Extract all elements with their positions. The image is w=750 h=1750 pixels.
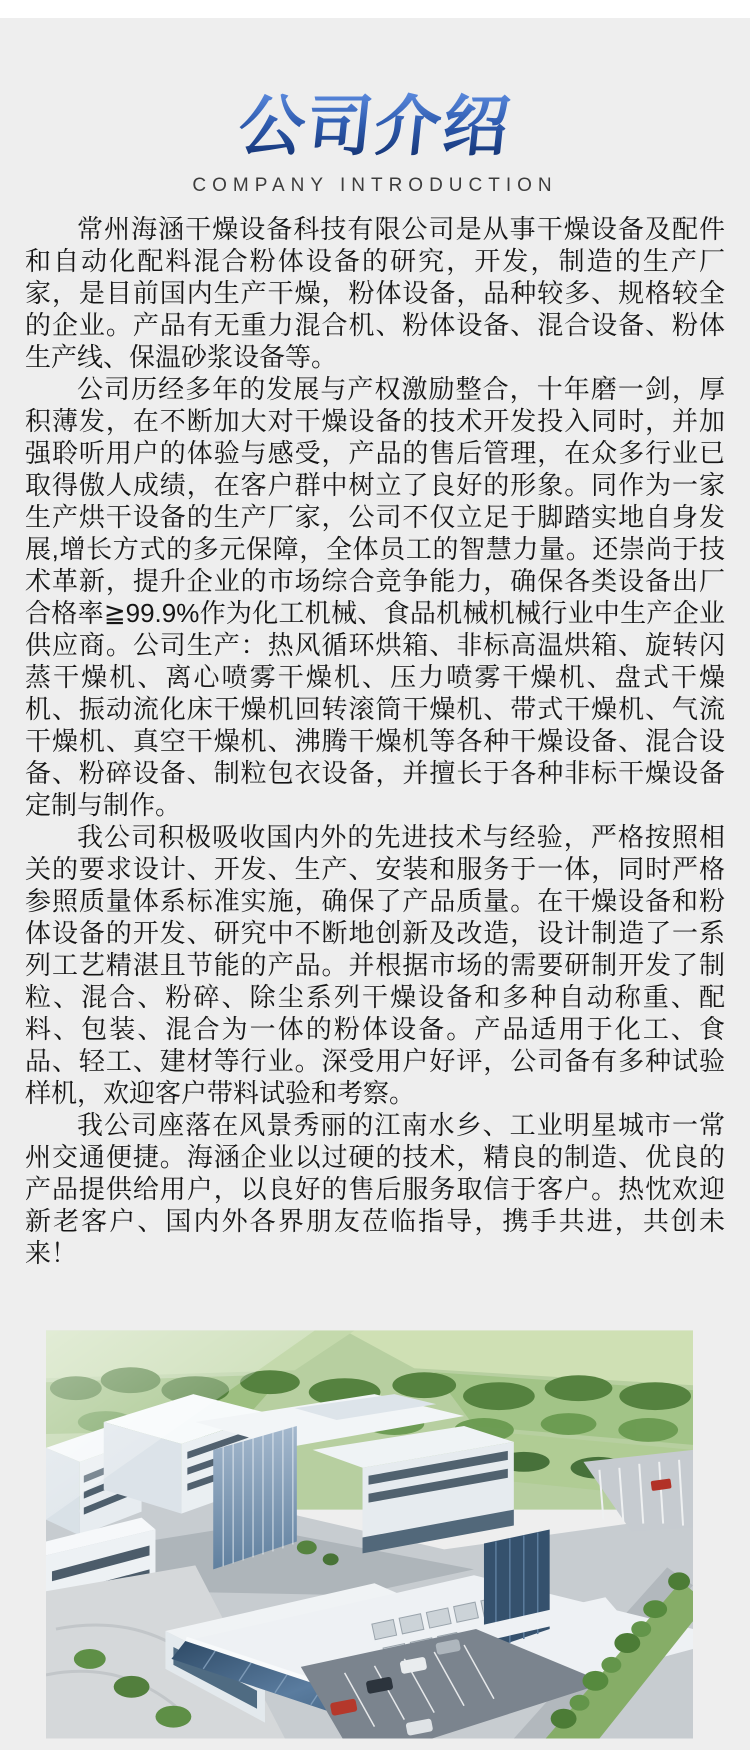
factory-aerial-photo: [46, 1329, 693, 1740]
introduction-body: [0, 213, 750, 1269]
intro-paragraph-1: 常州海涵干燥设备科技有限公司是从事干燥设备及配件和自动化配料混合粉体设备的研究，开发，制造的生产厂家，是目前国内生产干燥，粉体设备，品种较多、规格较全的企业。产品有无重力混合机、粉体设备、混合设备、粉体生产线、保温砂浆设备等。: [25, 214, 725, 373]
intro-paragraph-3: 我公司积极吸收国内外的先进技术与经验，严格按照相关的要求设计、开发、生产、安装和服务于一体，同时严格参照质量体系标准实施，确保了产品质量。在干燥设备和粉体设备的开发、研究中不断地创新及改造，设计制造了一系列工艺精湛且节能的产品。并根据市场的需要研制开发了制粒、混合、粉碎、除尘系列干燥设备和多种自动称重、配料、包装、混合为一体的粉体设备。产品适用于化工、食品、轻工、建材等行业。深受用户好评，公司备有多种试验样机，欢迎客户带料试验和考察。: [25, 822, 725, 1109]
page-title-text: 公司介绍: [235, 89, 515, 163]
intro-paragraph-2: 公司历经多年的发展与产权激励整合，十年磨一剑，厚积薄发，在不断加大对干燥设备的技术开发投入同时，并加强聆听用户的体验与感受，产品的售后管理，在众多行业已取得傲人成绩，在客户群中树立了良好的形象。同作为一家生产烘干设备的生产厂家，公司不仅立足于脚踏实地自身发展,增长方式的多元保障，全体员工的智慧力量。还崇尚于技术革新，提升企业的市场综合竞争能力，确保各类设备出厂合格率≧99.9%作为化工机械、食品机械机械行业中生产企业供应商。公司生产：热风循环烘箱、非标高温烘箱、旋转闪蒸干燥机、离心喷雾干燥机、压力喷雾干燥机、盘式干燥机、振动流化床干燥机回转滚筒干燥机、带式干燥机、气流干燥机、真空干燥机、沸腾干燥机等各种干燥设备、混合设备、粉碎设备、制粒包衣设备，并擅长于各种非标干燥设备定制与制作。: [25, 374, 725, 821]
company-introduction-section: [0, 18, 750, 1750]
intro-paragraph-4: 我公司座落在风景秀丽的江南水乡、工业明星城市一常州交通便捷。海涵企业以过硬的技术，精良的制造、优良的产品提供给用户，以良好的售后服务取信于客户。热忱欢迎新老客户、国内外各界朋友莅临指导，携手共进，共创未来！: [25, 1110, 725, 1269]
factory-aerial-illustration: [46, 1329, 693, 1740]
top-white-strip: [0, 0, 750, 18]
page-title: [0, 89, 750, 163]
page-subtitle: COMPANY INTRODUCTION: [192, 175, 558, 197]
